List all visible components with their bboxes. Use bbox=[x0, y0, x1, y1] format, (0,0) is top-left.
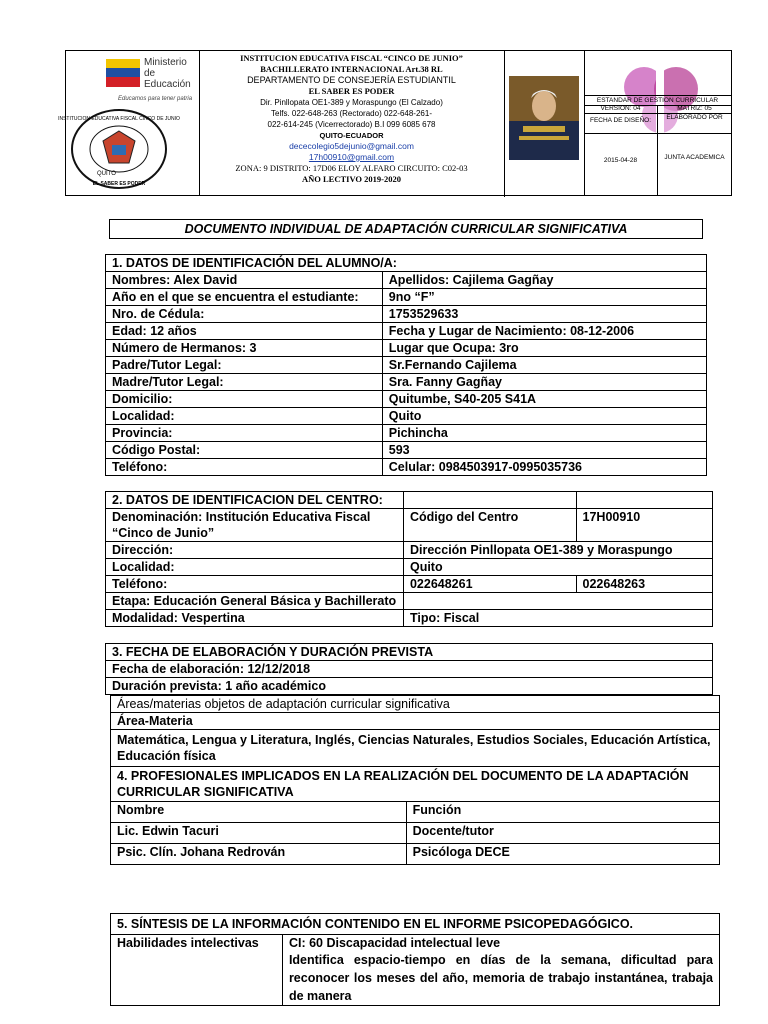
phone-line-2: 022-614-245 (Vicerrectorado) B.I 099 6085 678 bbox=[267, 120, 436, 129]
locality-label: Localidad: bbox=[106, 408, 383, 425]
grid-line bbox=[584, 133, 731, 134]
institution-name: INSTITUCION EDUCATIVA FISCAL “CINCO DE JUNIO” bbox=[240, 53, 463, 63]
table-row bbox=[111, 696, 720, 713]
section4-heading: 4. PROFESIONALES IMPLICADOS EN LA REALIZACIÓN DEL DOCUMENTO DE LA ADAPTACIÓN CURRICULAR SIGNIFICATIVA bbox=[111, 767, 720, 802]
ministry-flag-icon bbox=[106, 59, 140, 87]
table-row bbox=[106, 357, 707, 374]
table-row bbox=[106, 492, 713, 509]
address-label: Domicilio: bbox=[106, 391, 383, 408]
professional-role-header: Función bbox=[406, 802, 719, 823]
seal-bottom-text: EL SABER ES PODER bbox=[92, 181, 146, 187]
center-phone-2: 022648263 bbox=[576, 576, 712, 593]
section3-heading: 3. FECHA DE ELABORACIÓN Y DURACIÓN PREVISTA bbox=[106, 644, 713, 661]
center-address: Dirección Pinllopata OE1-389 y Moraspungo bbox=[403, 542, 712, 559]
table-row bbox=[111, 802, 720, 823]
student-year: 9no “F” bbox=[382, 289, 706, 306]
table-row bbox=[111, 914, 720, 935]
portrait-image bbox=[509, 76, 579, 160]
id-value: 1753529633 bbox=[382, 306, 706, 323]
center-phone-label: Teléfono: bbox=[106, 576, 404, 593]
ministry-line2: de Educación bbox=[144, 68, 191, 90]
seal-top-text: INSTITUCION EDUCATIVA FISCAL CINCO DE JUNIO bbox=[58, 116, 180, 122]
student-year-label: Año en el que se encuentra el estudiante: bbox=[106, 289, 383, 306]
version-label: VERSION: 04 bbox=[584, 105, 658, 113]
table-row bbox=[111, 713, 720, 730]
ci-value: CI: 60 Discapacidad intelectual leve bbox=[288, 936, 501, 950]
professional-role: Docente/tutor bbox=[406, 823, 719, 844]
mother-label: Madre/Tutor Legal: bbox=[106, 374, 383, 391]
design-date-label: FECHA DE DISEÑO: bbox=[589, 117, 652, 124]
student-names: Nombres: Alex David bbox=[106, 272, 383, 289]
center-phone-1: 022648261 bbox=[403, 576, 576, 593]
bachillerato-line: BACHILLERATO INTERNACIONAL Art.38 RL bbox=[260, 64, 443, 74]
center-data-table bbox=[105, 491, 713, 627]
table-row bbox=[106, 255, 707, 272]
birth-info: Fecha y Lugar de Nacimiento: 08-12-2006 bbox=[382, 323, 706, 340]
school-year: AÑO LECTIVO 2019-2020 bbox=[301, 174, 401, 184]
department-line: DEPARTAMENTO DE CONSEJERÍA ESTUDIANTIL bbox=[247, 75, 456, 85]
table-row bbox=[106, 306, 707, 323]
siblings: Número de Hermanos: 3 bbox=[106, 340, 383, 357]
table-row bbox=[106, 576, 713, 593]
center-name: Denominación: Institución Educativa Fiscal “Cinco de Junio” bbox=[106, 509, 404, 542]
professional-name-header: Nombre bbox=[111, 802, 407, 823]
city-line: QUITO-ECUADOR bbox=[319, 131, 384, 140]
table-row bbox=[106, 374, 707, 391]
student-data-table bbox=[105, 254, 707, 476]
elaboration-date: Fecha de elaboración: 12/12/2018 bbox=[106, 661, 713, 678]
elaborated-by: JUNTA ACADEMICA bbox=[664, 154, 725, 161]
table-row bbox=[111, 844, 720, 865]
table-row bbox=[106, 272, 707, 289]
address-value: Quitumbe, S40-205 S41A bbox=[382, 391, 706, 408]
id-label: Nro. de Cédula: bbox=[106, 306, 383, 323]
table-row bbox=[106, 425, 707, 442]
table-row bbox=[106, 391, 707, 408]
table-row bbox=[106, 559, 713, 576]
section2-heading: 2. DATOS DE IDENTIFICACION DEL CENTRO: bbox=[106, 492, 404, 509]
table-row bbox=[106, 661, 713, 678]
synthesis-table bbox=[110, 913, 720, 1006]
center-type: Tipo: Fiscal bbox=[403, 610, 712, 627]
table-row bbox=[106, 542, 713, 559]
center-code-label: Código del Centro bbox=[403, 509, 576, 542]
design-date: 2015-04-28 bbox=[603, 157, 638, 164]
planned-duration: Duración prevista: 1 año académico bbox=[106, 678, 713, 695]
postal-label: Código Postal: bbox=[106, 442, 383, 459]
province-value: Pichincha bbox=[382, 425, 706, 442]
professional-name: Psic. Clín. Johana Redrován bbox=[111, 844, 407, 865]
center-address-label: Dirección: bbox=[106, 542, 404, 559]
logo-column bbox=[58, 51, 200, 195]
zona-line: ZONA: 9 DISTRITO: 17D06 ELOY ALFARO CIRCUITO: C02-03 bbox=[235, 163, 468, 173]
table-row bbox=[111, 730, 720, 767]
school-seal-icon bbox=[58, 107, 180, 191]
student-surnames: Apellidos: Cajilema Gagñay bbox=[382, 272, 706, 289]
center-code: 17H00910 bbox=[576, 509, 712, 542]
table-row bbox=[106, 678, 713, 695]
table-row bbox=[106, 593, 713, 610]
areas-professionals-table bbox=[110, 695, 720, 865]
institution-info bbox=[199, 51, 505, 197]
areas-label: Áreas/materias objetos de adaptación curricular significativa bbox=[111, 696, 720, 713]
address-line: Dir. Pinllopata OE1-389 y Moraspungo (El Calzado) bbox=[260, 98, 443, 107]
phone-label: Teléfono: bbox=[106, 459, 383, 476]
center-modality: Modalidad: Vespertina bbox=[106, 610, 404, 627]
center-locality-label: Localidad: bbox=[106, 559, 404, 576]
document-header bbox=[58, 50, 732, 196]
table-row bbox=[111, 823, 720, 844]
table-row bbox=[106, 459, 707, 476]
area-subject-header: Área-Materia bbox=[111, 713, 720, 730]
elaborated-label: ELABORADO POR bbox=[666, 114, 723, 121]
portrait-column bbox=[504, 51, 585, 195]
professional-name: Lic. Edwin Tacuri bbox=[111, 823, 407, 844]
table-row bbox=[106, 644, 713, 661]
ministry-line1: Ministerio bbox=[144, 57, 187, 68]
table-row bbox=[111, 767, 720, 802]
table-row bbox=[106, 323, 707, 340]
section1-heading: 1. DATOS DE IDENTIFICACIÓN DEL ALUMNO/A: bbox=[106, 255, 707, 272]
sibling-order: Lugar que Ocupa: 3ro bbox=[382, 340, 706, 357]
mother-value: Sra. Fanny Gagñay bbox=[382, 374, 706, 391]
table-row bbox=[111, 935, 720, 1006]
matriz-label: MATRIZ: 05 bbox=[677, 105, 712, 112]
subjects-list: Matemática, Lengua y Literatura, Inglés, Ciencias Naturales, Estudios Sociales, Educación Artística, Educación física bbox=[111, 730, 720, 767]
ministry-name bbox=[144, 57, 199, 90]
email-link-2[interactable]: 17h00910@gmail.com bbox=[308, 152, 395, 162]
intellectual-skills-label: Habilidades intelectivas bbox=[111, 935, 283, 1006]
email-link-1[interactable]: dececolegio5dejunio@gmail.com bbox=[289, 141, 414, 151]
dates-table bbox=[105, 643, 713, 695]
standard-label: ESTANDAR DE GESTION CURRICULAR bbox=[584, 95, 731, 106]
table-row bbox=[106, 340, 707, 357]
table-row bbox=[106, 289, 707, 306]
table-row bbox=[106, 610, 713, 627]
professional-role: Psicóloga DECE bbox=[406, 844, 719, 865]
center-stage: Etapa: Educación General Básica y Bachillerato bbox=[106, 593, 404, 610]
table-row bbox=[106, 442, 707, 459]
seal-mid-text: QUITO bbox=[97, 171, 116, 177]
section5-heading: 5. SÍNTESIS DE LA INFORMACIÓN CONTENIDO EN EL INFORME PSICOPEDAGÓGICO. bbox=[111, 914, 720, 935]
phone-line-1: Telfs. 022-648-263 (Rectorado) 022-648-261- bbox=[271, 109, 432, 118]
province-label: Provincia: bbox=[106, 425, 383, 442]
table-row bbox=[106, 509, 713, 542]
locality-value: Quito bbox=[382, 408, 706, 425]
document-title: DOCUMENTO INDIVIDUAL DE ADAPTACIÓN CURRICULAR SIGNIFICATIVA bbox=[109, 219, 703, 239]
motto-line: EL SABER ES PODER bbox=[308, 86, 395, 96]
father-value: Sr.Fernando Cajilema bbox=[382, 357, 706, 374]
student-age: Edad: 12 años bbox=[106, 323, 383, 340]
phone-value: Celular: 0984503917-0995035736 bbox=[382, 459, 706, 476]
center-locality: Quito bbox=[403, 559, 712, 576]
ministry-slogan: Educamos para tener patria bbox=[118, 96, 193, 102]
intellectual-skills-text: Identifica espacio-tiempo en días de la semana, dificultad para reconocer los meses del año, memoria de trabajo instantánea, trabaja de manera bbox=[288, 953, 713, 1003]
father-label: Padre/Tutor Legal: bbox=[106, 357, 383, 374]
postal-value: 593 bbox=[382, 442, 706, 459]
standard-box bbox=[584, 51, 731, 195]
table-row bbox=[106, 408, 707, 425]
